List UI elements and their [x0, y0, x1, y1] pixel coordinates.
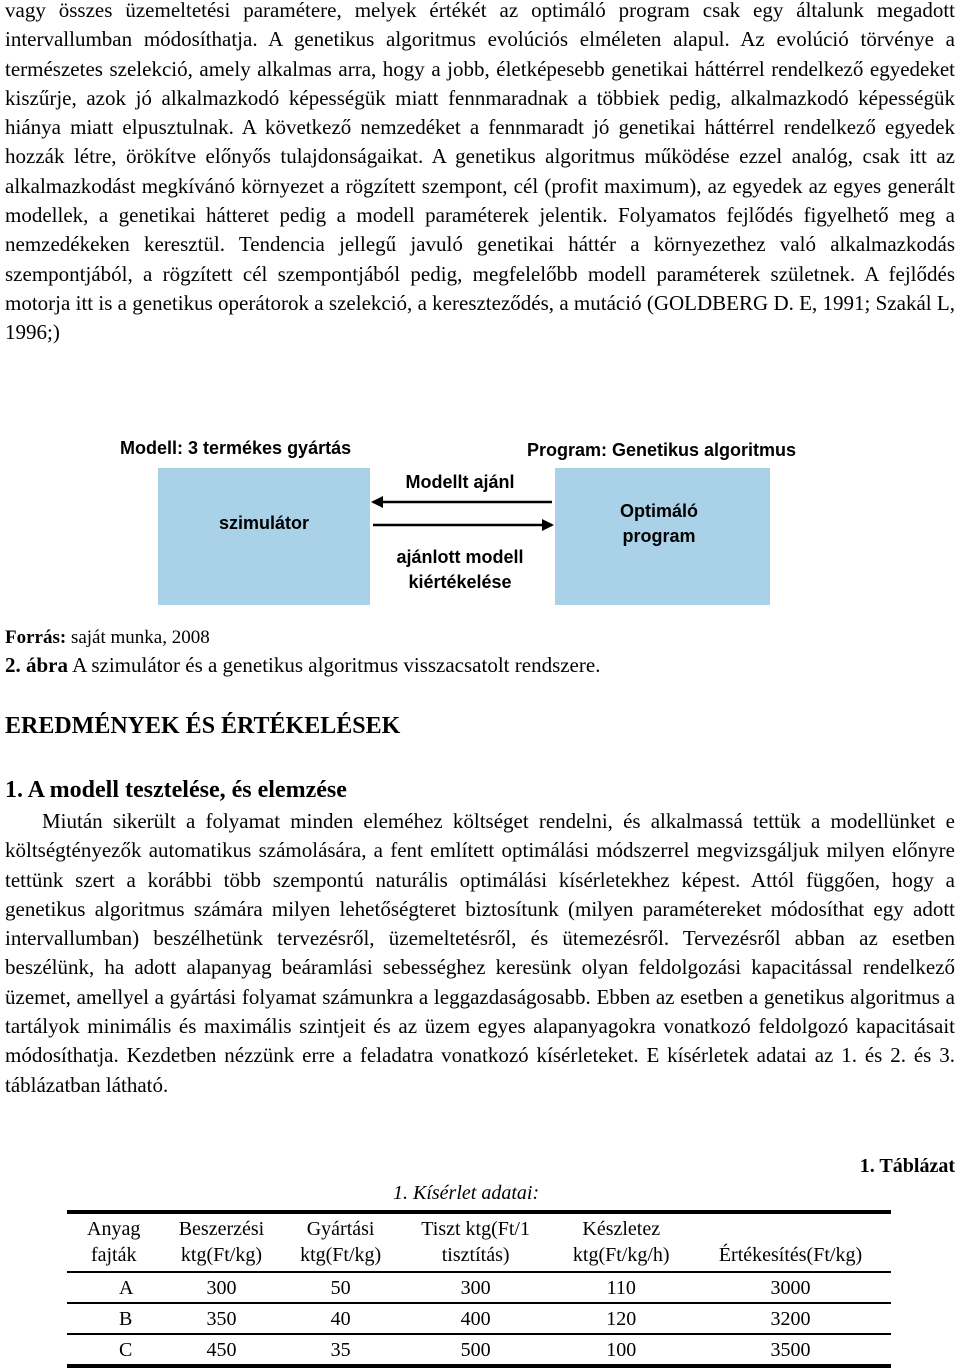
feedback-diagram	[115, 428, 850, 608]
bottom-arrow-label-line2: kiértékelése	[408, 572, 512, 592]
table-cell: 100	[553, 1334, 690, 1366]
body-text: Miután sikerült a folyamat minden eleméhez költséget rendelni, és alkalmassá tettük a modellünket e költségtényezők automatikus számolására, a fent említett optimálási módszerrel megvizsgáljuk milyen előnyre tettünk szert a korábbi több szempontú naturális optimálási kísérletekhez képest. Attól függően, hogy a genetikus algoritmus számára milyen lehetőségteret biztosítunk (milyen paramétereket módosíthat egy adott intervallumban) beszélhetünk tervezésről, üzemeltetésről, és ütemezésről. Tervezésről abban az esetben beszélünk, ha adott alapanyag beáramlási sebességhez keresünk olyan feldolgozási kapacitással rendelkező üzemet, amellyel a gyártási folyamat számunkra a leggazdaságosabb. Ebben az esetben a genetikus algoritmus a tartályok minimális és maximális szintjeit és az üzem egyes alapanyagokra vonatkozó feldolgozó kapacitásait módosíthatja. Kezdetben nézzünk erre a feladatra vonatkozó kísérleteket. E kísérletek adatai az 1. és 2. és 3. táblázatban látható.	[5, 809, 955, 1097]
table-cell: C	[67, 1334, 160, 1366]
left-title: Modell: 3 termékes gyártás	[120, 438, 352, 458]
table-caption: 1. Kísérlet adatai:	[393, 1182, 540, 1204]
table-row	[67, 1334, 891, 1366]
source-text: saját munka, 2008	[66, 627, 210, 648]
table-cell: 3000	[690, 1272, 891, 1303]
table-cell: 40	[283, 1303, 399, 1334]
table-cell: 500	[399, 1334, 553, 1366]
header-cell: Értékesítés(Ft/kg)	[718, 1244, 863, 1266]
caption-text: A szimulátor és a genetikus algoritmus visszacsatolt rendszere.	[68, 653, 601, 677]
optimizer-label-line2: program	[622, 526, 696, 546]
table-cell: 300	[399, 1272, 553, 1303]
subsection-heading: 1. A modell tesztelése, és elemzése	[5, 777, 347, 803]
diagram-svg	[115, 428, 850, 608]
right-title: Program: Genetikus algoritmus	[527, 440, 797, 460]
table-label: 1. Táblázat	[859, 1155, 955, 1177]
top-arrow-label: Modellt ajánl	[405, 472, 515, 492]
simulator-label: szimulátor	[218, 513, 310, 533]
simulator-box	[158, 468, 370, 605]
bottom-arrow-label-line1: ajánlott modell	[396, 547, 524, 567]
source-label: Forrás:	[5, 627, 67, 648]
intro-paragraph	[5, 0, 955, 348]
table-cell: 50	[283, 1272, 399, 1303]
intro-text: vagy összes üzemeltetési paramétere, melyek értékét az optimáló program csak egy általunk megadott intervallumban módosíthatja. A genetikus algoritmus evolúciós elméleten alapul. Az evolúció törvénye a természetes szelekció, amely alkalmas arra, hogy a jobb, életképesebb genetikai háttérrel rendelkező egyedeket kiszűrje, azok jó alkalmazkodó képességük miatt fennmaradnak a többiek pedig, alkalmazkodó képességük hiánya miatt elpusztulnak. A következő nemzedéket a fennmaradt jó genetikai háttérrel rendelkező egyedek hozzák létre, örökítve előnyős tulajdonságaikat. A genetikus algoritmus működése ezzel analóg, csak itt az alkalmazkodást megkívánó környezet a rögzített szempont, cél (profit maximum), az egyedek az egyes generált modellek, a genetikai hátteret pedig a modell paraméterek jelentik. Folyamatos fejlődés figyelhető meg a nemzedékeken keresztül. Tendencia jellegű javuló genetikai háttér a környezethez való alkalmazkodás szempontjából, a rögzített cél szempontjából pedig, megfelelőbb modell paraméterek születnek. A fejlődés motorja itt is a genetikus operátorok a szelekció, a kereszteződés, a mutáció (GOLDBERG D. E, 1991; Szakál L, 1996;)	[5, 0, 955, 345]
body-paragraph	[5, 807, 955, 1100]
header-cell: Beszerzési ktg(Ft/kg)	[178, 1218, 265, 1266]
header-cell: Gyártási ktg(Ft/kg)	[300, 1218, 382, 1266]
table-cell: 450	[160, 1334, 282, 1366]
table-cell: 300	[160, 1272, 282, 1303]
table-row	[67, 1272, 891, 1303]
figure-caption	[5, 653, 600, 678]
table-row	[67, 1303, 891, 1334]
table-cell: 400	[399, 1303, 553, 1334]
header-cell: Tiszt ktg(Ft/1 tisztítás)	[421, 1218, 530, 1266]
header-cell: Készletez ktg(Ft/kg/h)	[572, 1218, 670, 1266]
table-cell: 3200	[690, 1303, 891, 1334]
table-cell: 350	[160, 1303, 282, 1334]
caption-label: 2. ábra	[5, 653, 68, 677]
table-cell: 110	[553, 1272, 690, 1303]
header-cell: Anyag fajták	[87, 1218, 141, 1266]
figure-source	[5, 627, 210, 649]
table-header-row	[67, 1212, 891, 1272]
table-cell: 3500	[690, 1334, 891, 1366]
section-heading: EREDMÉNYEK ÉS ÉRTÉKELÉSEK	[5, 713, 401, 739]
table-cell: 35	[283, 1334, 399, 1366]
table-cell: A	[67, 1272, 160, 1303]
experiment-table	[67, 1210, 891, 1368]
table-cell: B	[67, 1303, 160, 1334]
optimizer-label-line1: Optimáló	[619, 501, 699, 521]
table-cell: 120	[553, 1303, 690, 1334]
